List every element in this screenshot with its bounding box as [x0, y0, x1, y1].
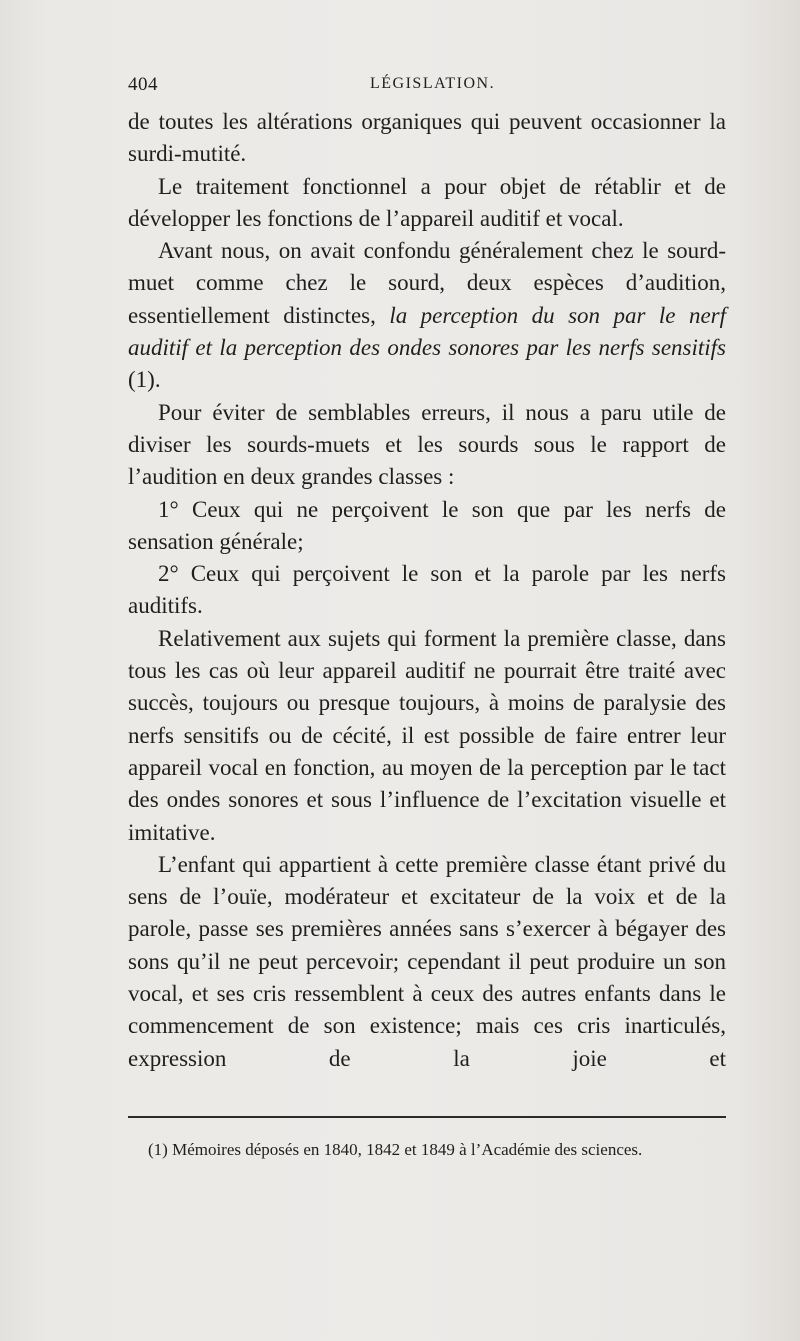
page-header: [128, 74, 726, 102]
footnote-rule: [128, 1116, 726, 1118]
paragraph-audition-text: Avant nous, on avait confondu généralement chez le sourd-muet comme chez le sourd, deux espèces d’audition, essentiellement distinctes,: [128, 238, 726, 328]
footnote: (1) Mémoires déposés en 1840, 1842 et 1849 à l’Académie des sciences.: [148, 1140, 643, 1159]
body-text: [128, 106, 726, 1075]
paragraph-premiere-classe: Relativement aux sujets qui forment la première classe, dans tous les cas où leur appareil auditif ne pourrait être traité avec succès, toujours ou presque toujours, à moins de paralysie des nerfs sensitifs ou de cécité, il est possible de faire entrer leur appareil vocal en fonction, au moyen de la perception par le tact des ondes sonores et sous l’influence de l’excitation visuelle et imitative.: [128, 625, 726, 845]
paragraph-traitement: Le traitement fonctionnel a pour objet de rétablir et de développer les fonctions de l’appareil auditif et vocal.: [128, 173, 726, 231]
paragraph-enfant: L’enfant qui appartient à cette première classe étant privé du sens de l’ouïe, modérateur et excitateur de la voix et de la parole, passe ses premières années sans s’exercer à bégayer des sons qu’il ne peut percevoir; cependant il peut produire un son vocal, et ses cris ressemblent à ceux des autres enfants dans le commencement de son existence; mais ces cris inarticulés, expression de la joie et: [128, 851, 726, 1071]
list-item-class-2: 2° Ceux qui perçoivent le son et la parole par les nerfs auditifs.: [128, 561, 726, 619]
paragraph-audition: [128, 235, 726, 396]
paragraph-classes: Pour éviter de semblables erreurs, il nous a paru utile de diviser les sourds-muets et les sourds sous le rapport de l’audition en deux grandes classes :: [128, 399, 726, 490]
paragraph-audition-italic: la perception du son par le nerf auditif et la perception des ondes sonores par les nerfs sensitifs: [128, 302, 726, 361]
list-item-class-1: 1° Ceux qui ne perçoivent le son que par les nerfs de sensation générale;: [128, 496, 726, 554]
running-head: LÉGISLATION.: [370, 75, 496, 92]
paragraph-continuation: de toutes les altérations organiques qui peuvent occasionner la surdi-mutité.: [128, 109, 726, 167]
page-number: 404: [128, 74, 158, 95]
footnote-reference: (1).: [128, 367, 161, 393]
